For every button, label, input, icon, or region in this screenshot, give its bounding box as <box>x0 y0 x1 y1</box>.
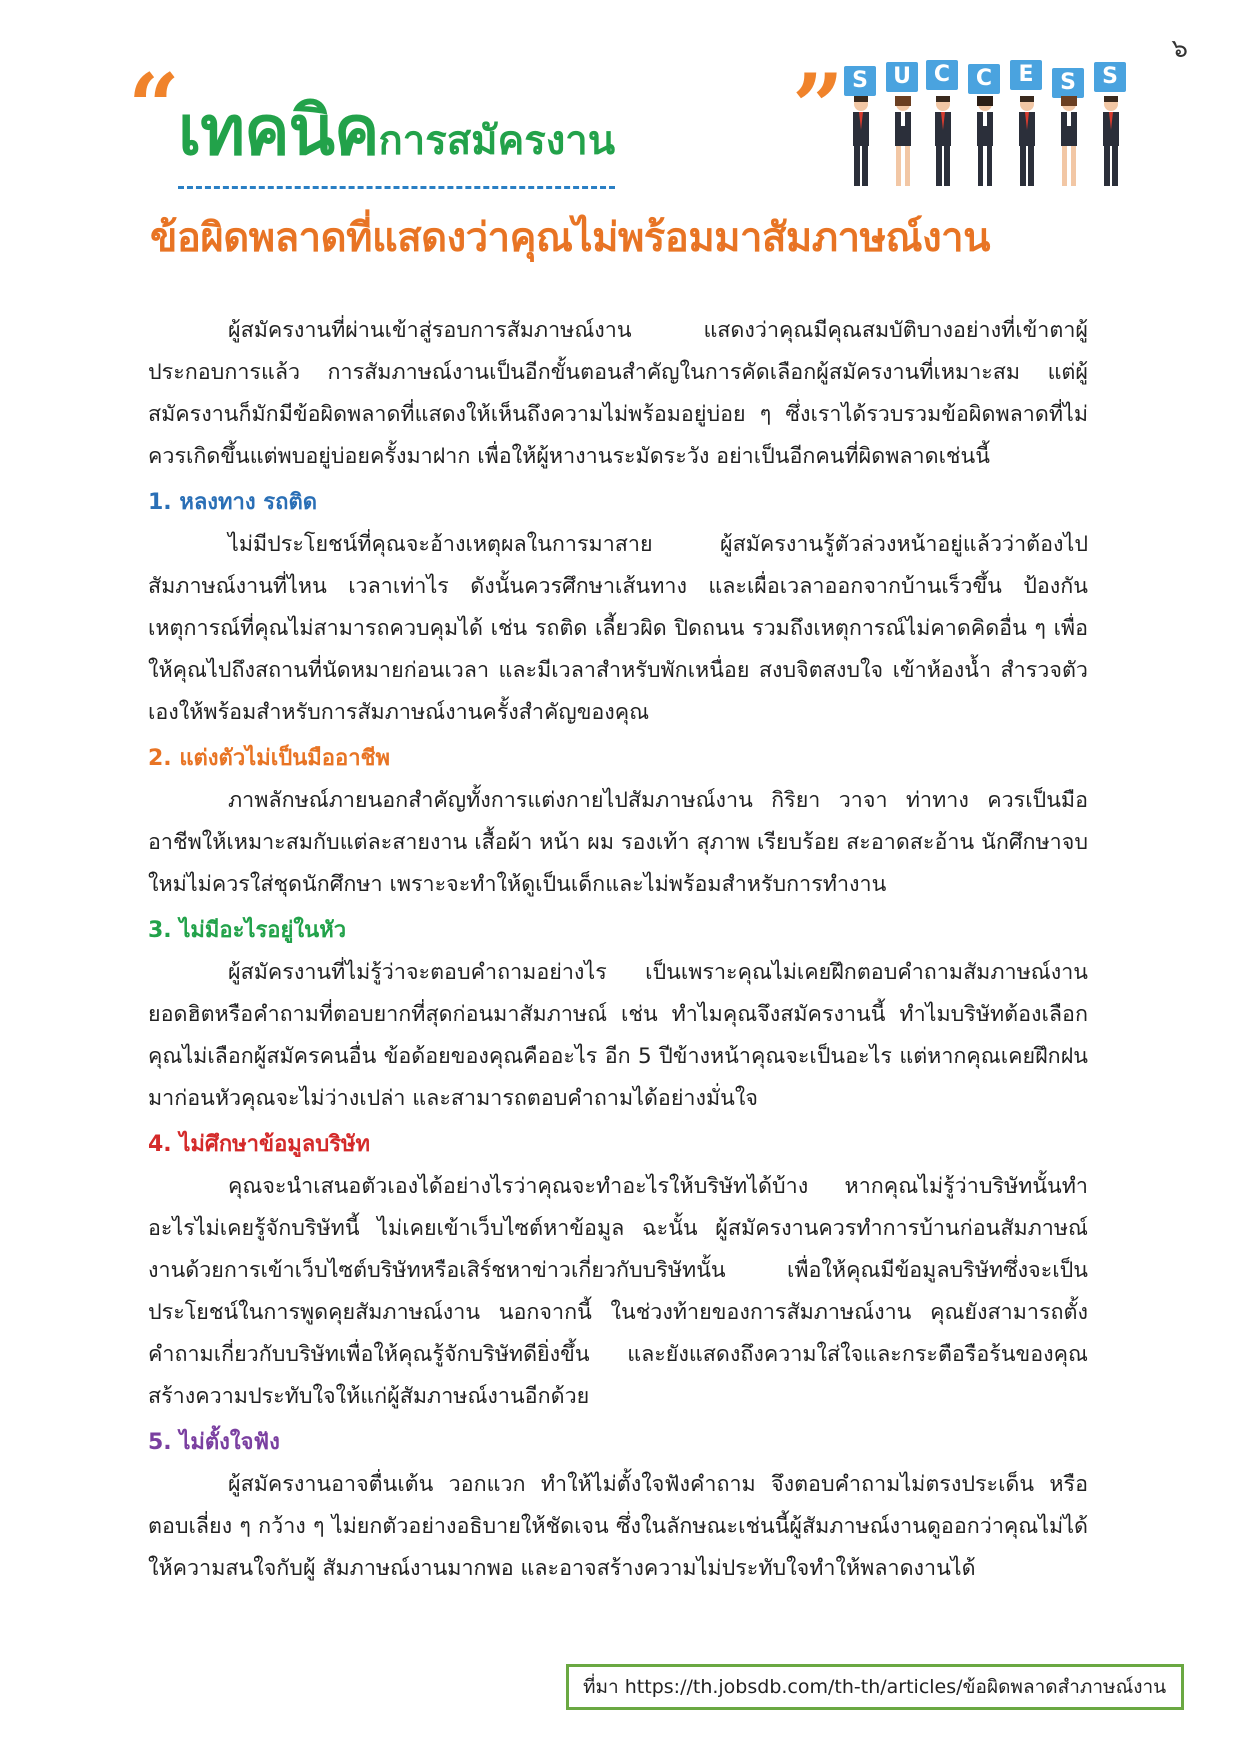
section-body-5: ผู้สมัครงานอาจตื่นเต้น วอกแวก ทำให้ไม่ตั้งใจฟังคำถาม จึงตอบคำถามไม่ตรงประเด็น หรือตอบเลี่ยง ๆ กว้าง ๆ ไม่ยกตัวอย่างอธิบายให้ชัดเจน ซึ่งในลักษณะเช่นนี้ผู้สัมภาษณ์งานดูออกว่าคุณไม่ได้ให้ความสนใจกับผู้ สัมภาษณ์งานมากพอ และอาจสร้างความไม่ประทับใจทำให้พลาดงานได้ <box>148 1472 1088 1581</box>
success-letter: U <box>886 62 918 92</box>
section-heading-1: 1. หลงทาง รถติด <box>148 490 318 515</box>
section-heading-2: 2. แต่งตัวไม่เป็นมืออาชีพ <box>148 746 390 771</box>
source-label: ที่มา <box>583 1676 619 1698</box>
success-illustration <box>840 60 1140 200</box>
open-quote: “ <box>128 54 180 160</box>
source-url[interactable]: https://th.jobsdb.com/th-th/articles/ข้อผิดพลาดสำภาษณ์งาน <box>624 1676 1167 1698</box>
success-letter: C <box>926 60 958 90</box>
success-letter: C <box>968 64 1000 94</box>
section-heading-3: 3. ไม่มีอะไรอยู่ในหัว <box>148 918 347 943</box>
title-main: เทคนิค <box>178 92 379 171</box>
source-citation <box>566 1664 1184 1710</box>
success-letter: S <box>844 66 876 96</box>
section-body-2: ภาพลักษณ์ภายนอกสำคัญทั้งการแต่งกายไปสัมภาษณ์งาน กิริยา วาจา ท่าทาง ควรเป็นมืออาชีพให้เหมาะสมกับแต่ละสายงาน เสื้อผ้า หน้า ผม รองเท้า สุภาพ เรียบร้อย สะอาดสะอ้าน นักศึกษาจบใหม่ไม่ควรใส่ชุดนักศึกษา เพราะจะทำให้ดูเป็นเด็กและไม่พร้อมสำหรับการทำงาน <box>148 788 1088 897</box>
title <box>178 76 615 189</box>
businesswoman-icon <box>890 90 916 190</box>
businessperson-icon <box>930 90 956 190</box>
article-body <box>148 310 1088 1590</box>
businessperson-icon <box>1014 90 1040 190</box>
subtitle: ข้อผิดพลาดที่แสดงว่าคุณไม่พร้อมมาสัมภาษณ์งาน <box>150 215 990 261</box>
businessperson-icon <box>1098 90 1124 190</box>
section-heading-5: 5. ไม่ตั้งใจฟัง <box>148 1430 280 1455</box>
header <box>128 50 1128 200</box>
success-letter: S <box>1094 62 1126 92</box>
section-body-1: ไม่มีประโยชน์ที่คุณจะอ้างเหตุผลในการมาสาย ผู้สมัครงานรู้ตัวล่วงหน้าอยู่แล้วว่าต้องไปสัมภาษณ์งานที่ไหน เวลาเท่าไร ดังนั้นควรศึกษาเส้นทาง และเผื่อเวลาออกจากบ้านเร็วขึ้น ป้องกันเหตุการณ์ที่คุณไม่สามารถควบคุมได้ เช่น รถติด เลี้ยวผิด ปิดถนน รวมถึงเหตุการณ์ไม่คาดคิดอื่น ๆ เพื่อให้คุณไปถึงสถานที่นัดหมายก่อนเวลา และมีเวลาสำหรับพักเหนื่อย สงบจิตสงบใจ เข้าห้องน้ำ สำรวจตัวเองให้พร้อมสำหรับการสัมภาษณ์งานครั้งสำคัญของคุณ <box>148 532 1088 725</box>
intro-paragraph: ผู้สมัครงานที่ผ่านเข้าสู่รอบการสัมภาษณ์งาน แสดงว่าคุณมีคุณสมบัติบางอย่างที่เข้าตาผู้ประกอบการแล้ว การสัมภาษณ์งานเป็นอีกขั้นตอนสำคัญในการคัดเลือกผู้สมัครงานที่เหมาะสม แต่ผู้สมัครงานก็มักมีข้อผิดพลาดที่แสดงให้เห็นถึงความไม่พร้อมอยู่บ่อย ๆ ซึ่งเราได้รวบรวมข้อผิดพลาดที่ไม่ควรเกิดขึ้นแต่พบอยู่บ่อยครั้งมาฝาก เพื่อให้ผู้หางานระมัดระวัง อย่าเป็นอีกคนที่ผิดพลาดเช่นนี้ <box>148 318 1088 469</box>
page-number: ๖ <box>1171 34 1188 64</box>
businessperson-icon <box>848 90 874 190</box>
success-letter: S <box>1052 68 1084 98</box>
section-heading-4: 4. ไม่ศึกษาข้อมูลบริษัท <box>148 1132 371 1157</box>
title-sub: การสมัครงาน <box>378 118 616 164</box>
businesswoman-icon <box>1056 90 1082 190</box>
success-letter: E <box>1010 60 1042 90</box>
section-body-3: ผู้สมัครงานที่ไม่รู้ว่าจะตอบคำถามอย่างไร เป็นเพราะคุณไม่เคยฝึกตอบคำถามสัมภาษณ์งานยอดฮิตหรือคำถามที่ตอบยากที่สุดก่อนมาสัมภาษณ์ เช่น ทำไมคุณจึงสมัครงานนี้ ทำไมบริษัทต้องเลือกคุณไม่เลือกผู้สมัครคนอื่น ข้อด้อยของคุณคืออะไร อีก 5 ปีข้างหน้าคุณจะเป็นอะไร แต่หากคุณเคยฝึกฝนมาก่อนหัวคุณจะไม่ว่างเปล่า และสามารถตอบคำถามได้อย่างมั่นใจ <box>148 960 1088 1111</box>
close-quote: ” <box>792 54 844 160</box>
businesswoman-icon <box>972 90 998 190</box>
section-body-4: คุณจะนำเสนอตัวเองได้อย่างไรว่าคุณจะทำอะไรให้บริษัทได้บ้าง หากคุณไม่รู้ว่าบริษัทนั้นทำอะไรไม่เคยรู้จักบริษัทนี้ ไม่เคยเข้าเว็บไซต์หาข้อมูล ฉะนั้น ผู้สมัครงานควรทำการบ้านก่อนสัมภาษณ์งานด้วยการเข้าเว็บไซต์บริษัทหรือเสิร์ชหาข่าวเกี่ยวกับบริษัทนั้น เพื่อให้คุณมีข้อมูลบริษัทซึ่งจะเป็นประโยชน์ในการพูดคุยสัมภาษณ์งาน นอกจากนี้ ในช่วงท้ายของการสัมภาษณ์งาน คุณยังสามารถตั้งคำถามเกี่ยวกับบริษัทเพื่อให้คุณรู้จักบริษัทดียิ่งขึ้น และยังแสดงถึงความใส่ใจและกระตือรือร้นของคุณ สร้างความประทับใจให้แก่ผู้สัมภาษณ์งานอีกด้วย <box>148 1174 1088 1409</box>
